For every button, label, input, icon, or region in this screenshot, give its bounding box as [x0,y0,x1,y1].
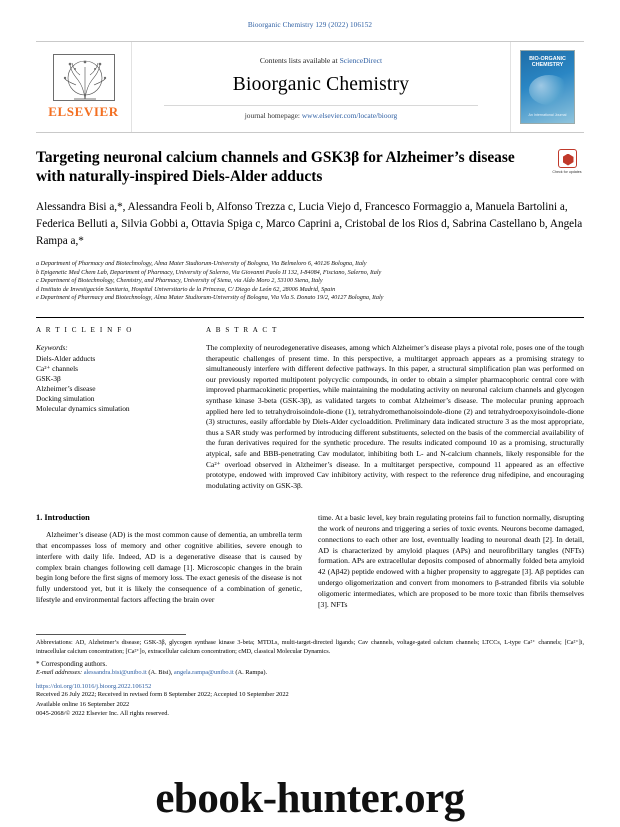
info-abstract-columns [36,317,584,491]
journal-homepage-link[interactable]: www.elsevier.com/locate/bioorg [301,111,398,120]
intro-paragraph-1: Alzheimer’s disease (AD) is the most common cause of dementia, an umbrella term that encompasses loss of memory and other cognitive abilities, severe enough to interfere with daily life. Indeed, AD is a degenerative disease that is caused by complex brain changes following cell damage [1]. Microscopic changes in the brain begin long before the first signs of memory loss. The exact genesis of the disease is not fully understood yet, but it is likely the consequence of a combination of genetic, lifestyle and environmental factors affecting the brain over [36,530,302,605]
affiliation-item: e Department of Pharmacy and Biotechnology, Alma Mater Studiorum-University of Bologna, Via Vla S. Donato 19/2, 40127 Bologna, Italy [36,294,384,302]
cover-title: BIO-ORGANIC CHEMISTRY [529,56,566,69]
journal-title: Bioorganic Chemistry [232,74,410,95]
crossmark-badge[interactable] [550,148,584,186]
available-online: Available online 16 September 2022 [36,700,130,708]
sciencedirect-link[interactable]: ScienceDirect [339,56,383,65]
running-head: Bioorganic Chemistry 129 (2022) 106152 [247,21,373,29]
email-link-bisi[interactable]: alessandra.bisi@unibo.it [83,669,147,677]
crossmark-icon [558,149,577,168]
keyword-item: Molecular dynamics simulation [36,403,130,413]
affiliation-item: c Department of Biotechnology, Chemistry, and Pharmacy, University of Siena, via Aldo Moro 2, 53100 Siena, Italy [36,277,323,285]
author-list: Alessandra Bisi a,*, Alessandra Feoli b, Alfonso Trezza c, Lucia Viejo d, Francesco Formaggio a, Manuela Bartolini a, Federica Belluti a, Silvia Gobbi a, Ottavia Spiga c, Marco Caprini a, Cristobal de los Rios d, Sabrina Castellano b, Angela Rampa a,* [36,201,583,247]
article-info-heading: A R T I C L E I N F O [36,325,133,334]
elsevier-logo [36,42,132,132]
abstract-text: The complexity of neurodegenerative diseases, among which Alzheimer’s disease plays a pivotal role, poses one of the tough therapeutic challenges of present time. In this perspective, a multitarget approach appears as a promising strategy to simultaneously interfere with different defective pathways. In this paper, a structural simplification plan was performed on our previously reported multipotent polycyclic compounds, in order to obtain a simpler pharmacophoric central core with improved pharmacokinetic properties, while maintaining the modulating activity on neuronal calcium channels and glycogen synthase kinase 3-beta (GSK-3β), as validated targets to combat Alzheimer’s disease. The molecular pruning approach applied here led to tetrahydroisoindole-dione (1), tetrahydromethanoisoindole-dione (2) and tetrahydroepoxyisoindole-dione (3) structures, easily affordable by Diels-Alder cycloaddition. Preliminary data indicated structure 3 as the most appropriate, thus a SAR study was performed by introducing different substituents, selected on the basis of the commercial availability of the furan derivatives required for the synthetic procedure. The results indicated compound 10 as a promising, structurally atypical, safe and BBB-penetrating Cav modulator, inhibiting both L- and N-calcium channels, likely responsible for the Ca²⁺ overload observed in Alzheimer’s disease. In a multitarget perspective, compound 11 appeared as an effective prototype, endowed with improved Cav inhibitory activity, with respect to the reference drug nifedipine, and encouraging modulating activity on GSK-3β. [206,342,584,490]
elsevier-tree-icon [53,54,115,101]
footnotes [36,634,584,719]
email-owner-rampa: (A. Rampa). [233,669,268,677]
intro-column-left [36,513,302,610]
title-row [36,148,584,186]
introduction-section [36,513,584,610]
keywords-list [36,354,192,414]
journal-masthead [36,41,584,133]
affiliation-item: b Epigenetic Med Chem Lab, Department of Pharmacy, University of Salerno, Via Giovanni Paolo II 132, I-84084, Fisciano, Salerno, Italy [36,268,382,276]
article-info-column [36,326,206,491]
keyword-item: Ca²⁺ channels [36,363,79,373]
doi-link[interactable]: https://doi.org/10.1016/j.bioorg.2022.106152 [36,683,152,691]
affiliation-item: a Department of Pharmacy and Biotechnology, Alma Mater Studiorum-University of Bologna, Via Belmeloro 6, 40126 Bologna, Italy [36,260,367,267]
abbreviations-note: Abbreviations: AD, Alzheimer’s disease; GSK-3β, glycogen synthase kinase 3-beta; MTDLs, multi-target-directed ligands; Cav channels, voltage-gated calcium channels; LTCCs, L-type Ca²⁺ channels; [Ca²⁺]i, intracellular calcium concentration; [Ca²⁺]o, extracellular calcium concentration; cMD, classical Molecular Dynamics. [36,639,584,655]
journal-cover-image [520,50,575,124]
abstract-column [206,326,584,491]
watermark-text: ebook-hunter.org [155,774,465,822]
cover-subtitle: An International Journal [528,113,567,117]
intro-paragraph-2: time. At a basic level, key brain regulating proteins fail to function normally, disrupting the work of neurons and triggering a series of toxic events. Neurons become damaged, connections to each other are lost, eventually leading to neuronal death [2]. In detail, AD is characterized by amyloid plaques (APs) and neurofibrillary tangles (NFTs) formation. APs are extracellular deposits composed of abnormally folded beta amyloid 42 (Aβ42) peptide endowed with a higher propensity to aggregate [3]. Aβ peptides can undergo oligomerization and convert from monomers to β-stranded fibrils via soluble oligomeric intermediates, which are proposed to be more toxic than fibrils themselves [3]. NFTs [318,513,584,609]
copyright-line: 0045-2068/© 2022 Elsevier Inc. All rights reserved. [36,710,169,718]
page-title: Targeting neuronal calcium channels and GSK3β for Alzheimer’s disease with naturally-inspired Diels-Alder adducts [36,149,515,185]
crossmark-label: Check for updates [552,169,582,174]
section-heading-introduction: 1. Introduction [36,513,90,523]
email-label: E-mail addresses: [36,669,84,677]
watermark-banner [0,769,620,827]
article-history: Received 26 July 2022; Received in revised form 8 September 2022; Accepted 10 September 2022 [36,691,289,699]
keywords-label: Keywords: [36,342,68,352]
email-owner-bisi: (A. Bisi), [146,669,174,677]
affiliation-list [36,260,584,303]
masthead-divider [164,105,479,106]
email-link-rampa[interactable]: angela.rampa@unibo.it [173,669,234,677]
contents-available-line [260,56,382,65]
corresponding-author-note: * Corresponding authors. [36,660,107,669]
keyword-item: Docking simulation [36,393,95,403]
abstract-heading: A B S T R A C T [206,325,278,334]
contents-prefix: Contents lists available at [259,56,340,65]
masthead-center [132,42,510,132]
homepage-prefix: journal homepage: [244,111,302,120]
keyword-item: Diels-Alder adducts [36,353,96,363]
email-note [36,669,584,676]
affiliation-item: d Instituto de Investigación Sanitaria, Hospital Universitario de la Princesa, C/ Diego de León 62, 28006 Madrid, Spain [36,285,336,293]
intro-column-right [318,513,584,610]
journal-cover [510,42,584,132]
elsevier-wordmark: ELSEVIER [48,104,119,119]
keyword-item: GSK-3β [36,373,61,383]
keyword-item: Alzheimer’s disease [36,383,96,393]
journal-homepage-line [245,111,398,120]
footnote-rule [36,634,186,635]
cover-graphic [529,75,569,105]
